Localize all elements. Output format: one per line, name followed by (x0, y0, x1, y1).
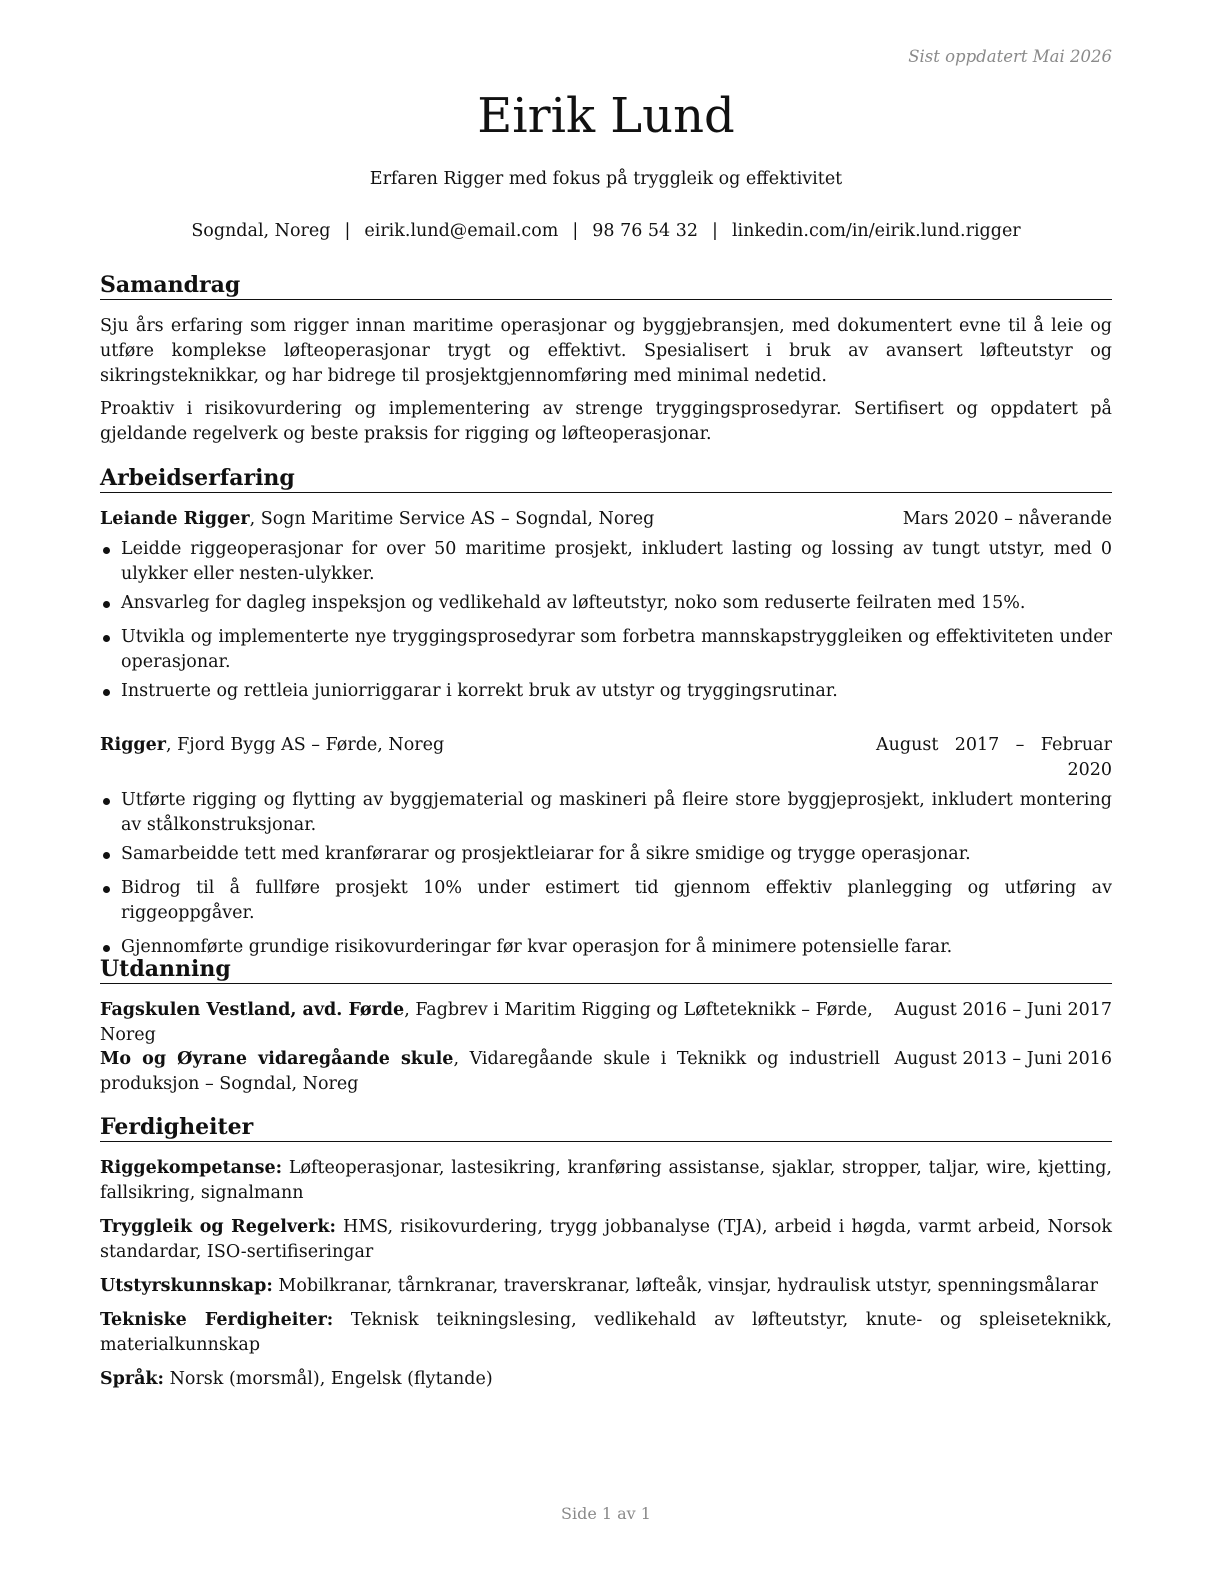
education-dates: August 2016 – Juni 2017 (894, 1000, 1112, 1020)
job-bullet: Instruerte og rettleia juniorriggarar i korrekt bruk av utstyr og tryggingsrutinar. (100, 679, 1112, 704)
job-title-line (100, 507, 654, 532)
skill-value: Norsk (morsmål), Engelsk (flytande) (164, 1369, 493, 1389)
contact-location: Sogndal, Noreg (191, 221, 331, 241)
job-bullet: Ansvarleg for dagleg inspeksjon og vedlikehald av løfteutstyr, noko som reduserte feilraten med 15%. (100, 591, 1112, 616)
skill-label: Tryggleik og Regelverk: (100, 1217, 336, 1237)
skill-label: Språk: (100, 1369, 165, 1389)
section-title-education: Utdanning (100, 955, 1112, 984)
section-title-summary: Samandrag (100, 271, 1112, 300)
job-org: , Sogn Maritime Service AS – Sogndal, Noreg (249, 509, 655, 529)
job-header (100, 507, 1112, 532)
skill-value: HMS, risikovurdering, trygg jobbanalyse (TJA), arbeid i høgda, varmt arbeid, Norsok standardar, ISO-sertifiseringar (100, 1217, 1112, 1262)
job-role: Rigger (100, 735, 167, 755)
education-school-line (100, 1047, 880, 1097)
tagline: Erfaren Rigger med fokus på tryggleik og effektivitet (369, 169, 843, 189)
skill-line (100, 1274, 1112, 1299)
education-entry (100, 1047, 1112, 1097)
job-org: , Fjord Bygg AS – Førde, Noreg (166, 735, 445, 755)
skill-label: Tekniske Ferdigheiter: (100, 1310, 334, 1330)
skill-label: Utstyrskunnskap: (100, 1276, 273, 1296)
last-updated: Sist oppdatert Mai 2026 (908, 47, 1112, 66)
contact-email[interactable]: eirik.lund@email.com (364, 221, 559, 241)
job-bullet: Bidrog til å fullføre prosjekt 10% under estimert tid gjennom effektiv planlegging og utføring av riggeoppgåver. (100, 876, 1112, 926)
job-header (100, 733, 1112, 783)
education-dates: August 2013 – Juni 2016 (894, 1049, 1112, 1069)
summary-paragraph: Sju års erfaring som rigger innan maritime operasjonar og byggjebransjen, med dokumentert evne til å leie og utføre komplekse løfteoperasjonar trygt og effektivt. Spesialisert i bruk av avansert løfteutstyr og sikringsteknikkar, og har bidrege til prosjektgjennomføring med minimal nedetid. (100, 316, 1112, 386)
skills-section (100, 1156, 1112, 1392)
job-entry (100, 507, 1112, 704)
job-bullets (100, 537, 1112, 704)
skill-line (100, 1215, 1112, 1265)
job-bullet: Leidde riggeoperasjonar for over 50 maritime prosjekt, inkludert lasting og lossing av tungt utstyr, med 0 ulykker eller nesten-ulykker. (100, 537, 1112, 587)
section-title-skills: Ferdigheiter (100, 1113, 1112, 1142)
skill-line (100, 1308, 1112, 1358)
job-dates: August 2017 – Februar 2020 (876, 735, 1112, 780)
job-title-line (100, 733, 444, 783)
contact-linkedin[interactable]: linkedin.com/in/eirik.lund.rigger (731, 221, 1021, 241)
education-school: Fagskulen Vestland, avd. Førde (100, 1000, 405, 1020)
summary-paragraph: Proaktiv i risikovurdering og implementering av strenge tryggingsprosedyrar. Sertifisert og oppdatert på gjeldande regelverk og beste praksis for rigging og løfteoperasjonar. (100, 399, 1112, 444)
candidate-name: Eirik Lund (477, 88, 735, 144)
job-bullet: Utførte rigging og flytting av byggjematerial og maskineri på fleire store byggjeprosjekt, inkludert montering av stålkonstruksjonar. (100, 788, 1112, 838)
education-entry (100, 998, 1112, 1048)
education-row (100, 1047, 1112, 1097)
education-detail: , Vidaregåande skule i Teknikk og industriell produksjon – Sogndal, Noreg (100, 1049, 881, 1094)
skill-label: Riggekompetanse: (100, 1158, 283, 1178)
education-school: Mo og Øyrane vidaregåande skule (100, 1049, 454, 1069)
contact-separator: | (572, 221, 579, 241)
education-row (100, 998, 1112, 1048)
contact-separator: | (712, 221, 718, 241)
section-title-experience: Arbeidserfaring (100, 464, 1112, 493)
job-bullet: Utvikla og implementerte nye tryggingsprosedyrar som forbetra mannskapstryggleiken og effektiviteten under operasjonar. (100, 625, 1112, 675)
skill-value: Teknisk teikningslesing, vedlikehald av løfteutstyr, knute- og spleiseteknikk, materialkunnskap (100, 1310, 1112, 1355)
contact-line (100, 219, 1112, 244)
job-bullets (100, 788, 1112, 960)
skill-value: Mobilkranar, tårnkranar, traverskranar, løfteåk, vinsjar, hydraulisk utstyr, spenningsmålarar (272, 1276, 1099, 1296)
job-bullet: Gjennomførte grundige risikovurderingar før kvar operasjon for å minimere potensielle farar. (100, 935, 1112, 960)
skill-line (100, 1156, 1112, 1206)
contact-phone: 98 76 54 32 (592, 221, 699, 241)
skill-line (100, 1367, 1112, 1392)
page-number: Side 1 av 1 (561, 1504, 651, 1523)
education-school-line (100, 998, 880, 1048)
job-role: Leiande Rigger (100, 509, 250, 529)
education-detail: , Fagbrev i Maritim Rigging og Løfteteknikk – Førde, Noreg (100, 1000, 873, 1045)
job-bullet: Samarbeidde tett med kranførarar og prosjektleiarar for å sikre smidige og trygge operasjonar. (100, 842, 1112, 867)
contact-separator: | (344, 221, 351, 241)
job-entry (100, 733, 1112, 960)
job-dates: Mars 2020 – nåverande (902, 509, 1112, 529)
skill-value: Løfteoperasjonar, lastesikring, kranføring assistanse, sjaklar, stropper, taljar, wire, kjetting, fallsikring, signalmann (100, 1158, 1112, 1203)
summary-section (100, 314, 1112, 447)
